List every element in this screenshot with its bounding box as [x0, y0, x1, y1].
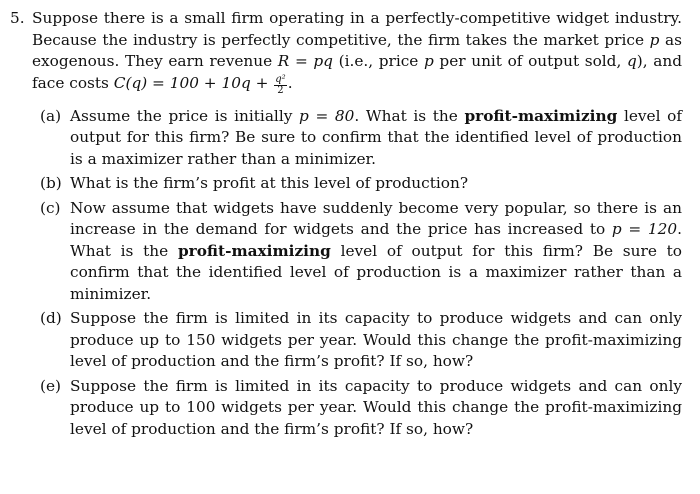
- problem-5: [10, 8, 690, 440]
- part-c-bold: profit-maximizing: [177, 241, 331, 260]
- part-a-text-3: level of output for this firm? Be sure to confirm that the identified level of production is a maximizer rather than a minimizer.: [70, 106, 682, 168]
- intro-text-5: ), and face costs: [32, 52, 682, 92]
- intro-text-4: per unit of output sold,: [433, 52, 627, 70]
- part-a-text-2: . What is the: [354, 106, 465, 125]
- problem-intro: [32, 8, 682, 96]
- fraction-denominator: 2: [277, 84, 284, 96]
- intro-math-quantity: q: [626, 52, 637, 70]
- fraction-numerator: q²: [275, 73, 286, 85]
- part-c-text-1: Now assume that widgets have suddenly become very popular, so there is an increase in the demand for widgets and the price has increased to: [70, 198, 682, 238]
- intro-math-price-2: p: [424, 52, 434, 70]
- intro-math-cost: C(q) = 100 + 10q +: [113, 73, 274, 92]
- intro-text-2: as exogenous. They earn revenue: [32, 30, 682, 70]
- intro-text-6: .: [287, 73, 293, 92]
- part-a-math: p = 80: [299, 106, 355, 125]
- part-label: (d): [40, 309, 62, 327]
- part-e: [40, 376, 682, 441]
- intro-text-1: Suppose there is a small firm operating in a perfectly-competitive widget industry. Because the industry is perfectly competitive, the firm takes the market price: [32, 9, 682, 49]
- problem-number: 5.: [10, 9, 25, 27]
- part-d-text: Suppose the firm is limited in its capacity to produce widgets and can only produce up to 150 widgets per year. Would this change the profit-maximizing level of production and the firm’s profit? If so, how?: [70, 309, 682, 370]
- part-label: (e): [40, 376, 61, 395]
- part-c-text-3: level of output for this firm? Be sure to confirm that the identified level of production is a maximizer rather than a minimizer.: [70, 241, 682, 303]
- intro-math-revenue: R = pq: [277, 52, 333, 70]
- part-a-text-1: Assume the price is initially: [70, 106, 300, 125]
- part-e-text: Suppose the firm is limited in its capacity to produce widgets and can only produce up to 100 widgets per year. Would this change the profit-maximizing level of production and the firm’s profit? If so, how?: [70, 376, 682, 438]
- part-label: (a): [40, 106, 62, 125]
- part-label: (b): [40, 174, 62, 192]
- problem-parts: [40, 106, 682, 441]
- part-label: (c): [40, 198, 61, 217]
- part-a-bold: profit-maximizing: [464, 106, 618, 125]
- part-b: [40, 173, 682, 195]
- intro-text-3: (i.e., price: [332, 52, 424, 70]
- part-c-math: p = 120: [611, 220, 678, 238]
- part-c: [40, 198, 682, 306]
- part-a: [40, 106, 682, 171]
- part-c-text-2: . What is the: [70, 220, 683, 260]
- part-d: [40, 308, 682, 373]
- intro-math-price: p: [649, 30, 660, 49]
- cost-fraction: [274, 75, 286, 96]
- part-b-text: What is the firm’s profit at this level of production?: [70, 174, 469, 192]
